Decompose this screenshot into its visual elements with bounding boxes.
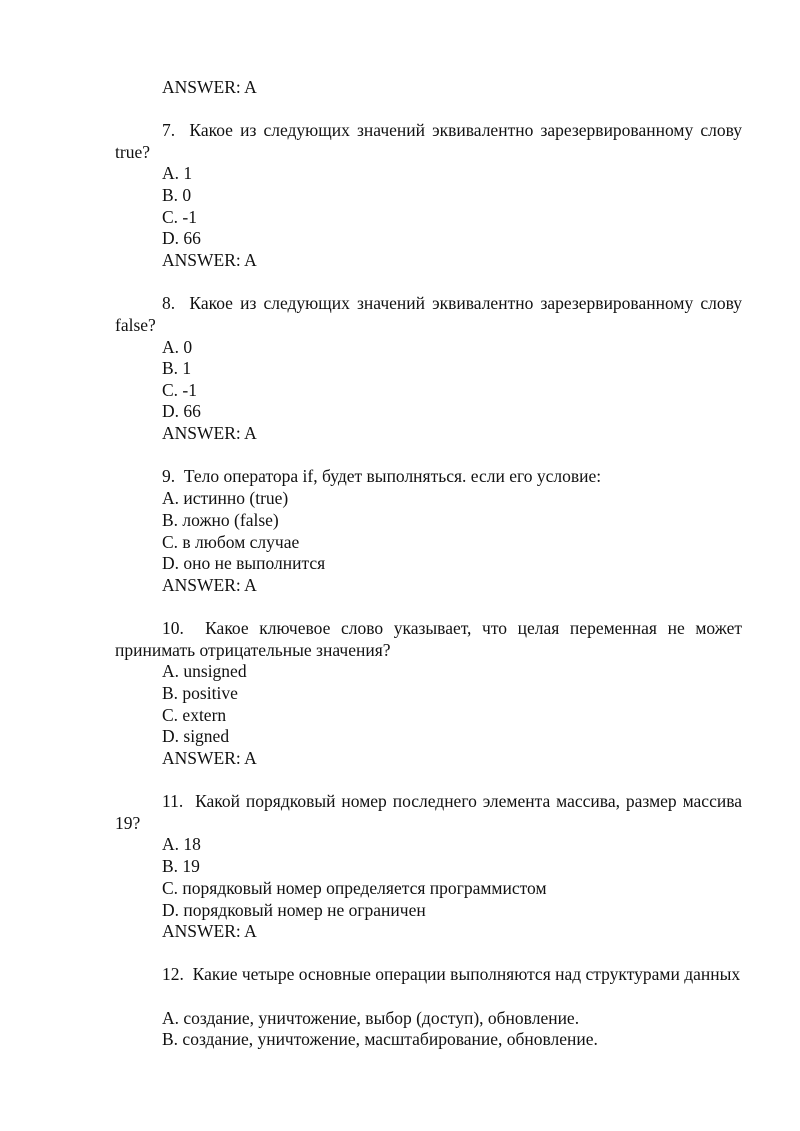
question-text: Какой порядковый номер последнего элемента массива, размер массива 19? bbox=[115, 791, 743, 833]
question-number: 11. bbox=[162, 791, 184, 811]
question-number: 7. bbox=[162, 120, 176, 140]
option-a: A. создание, уничтожение, выбор (доступ), обновление. bbox=[162, 1008, 580, 1028]
option-d: D. оно не выполнится bbox=[162, 553, 326, 573]
question-text: Какое из следующих значений эквивалентно зарезервированному слову false? bbox=[115, 293, 742, 335]
answer-line: ANSWER: A bbox=[162, 575, 257, 595]
question-number: 9. bbox=[162, 466, 176, 486]
option-c: C. порядковый номер определяется программистом bbox=[162, 878, 547, 898]
option-b: B. ложно (false) bbox=[162, 510, 279, 530]
question-11 bbox=[115, 791, 742, 834]
answer-line: ANSWER: A bbox=[162, 921, 257, 941]
question-text: Какое ключевое слово указывает, что целая переменная не может принимать отрицательные значения? bbox=[115, 618, 743, 660]
question-text: Какие четыре основные операции выполняются над структурами данных bbox=[192, 964, 741, 984]
option-c: C. в любом случае bbox=[162, 532, 300, 552]
question-text: Какое из следующих значений эквивалентно зарезервированному слову true? bbox=[115, 120, 742, 162]
option-a: A. 1 bbox=[162, 163, 193, 183]
answer-line: ANSWER: A bbox=[162, 77, 257, 97]
question-number: 12. bbox=[162, 964, 184, 984]
answer-line: ANSWER: A bbox=[162, 423, 257, 443]
option-a: A. unsigned bbox=[162, 661, 247, 681]
option-b: B. 0 bbox=[162, 185, 192, 205]
option-b: B. positive bbox=[162, 683, 238, 703]
question-10 bbox=[115, 618, 742, 661]
option-d: D. 66 bbox=[162, 401, 201, 421]
question-7 bbox=[115, 120, 742, 163]
option-c: C. extern bbox=[162, 705, 227, 725]
option-d: D. 66 bbox=[162, 228, 201, 248]
option-a: A. 0 bbox=[162, 337, 193, 357]
option-b: B. создание, уничтожение, масштабирование, обновление. bbox=[162, 1029, 598, 1049]
question-text: Тело оператора if, будет выполняться. если его условие: bbox=[183, 466, 602, 486]
option-a: A. 18 bbox=[162, 834, 201, 854]
answer-line: ANSWER: A bbox=[162, 748, 257, 768]
question-9 bbox=[162, 466, 601, 486]
option-b: B. 1 bbox=[162, 358, 192, 378]
question-12 bbox=[115, 964, 742, 986]
option-b: B. 19 bbox=[162, 856, 200, 876]
question-number: 10. bbox=[162, 618, 184, 638]
option-a: A. истинно (true) bbox=[162, 488, 289, 508]
answer-line: ANSWER: A bbox=[162, 250, 257, 270]
question-number: 8. bbox=[162, 293, 176, 313]
option-c: C. -1 bbox=[162, 207, 197, 227]
option-d: D. порядковый номер не ограничен bbox=[162, 900, 426, 920]
option-c: C. -1 bbox=[162, 380, 197, 400]
option-d: D. signed bbox=[162, 726, 230, 746]
question-8 bbox=[115, 293, 742, 336]
